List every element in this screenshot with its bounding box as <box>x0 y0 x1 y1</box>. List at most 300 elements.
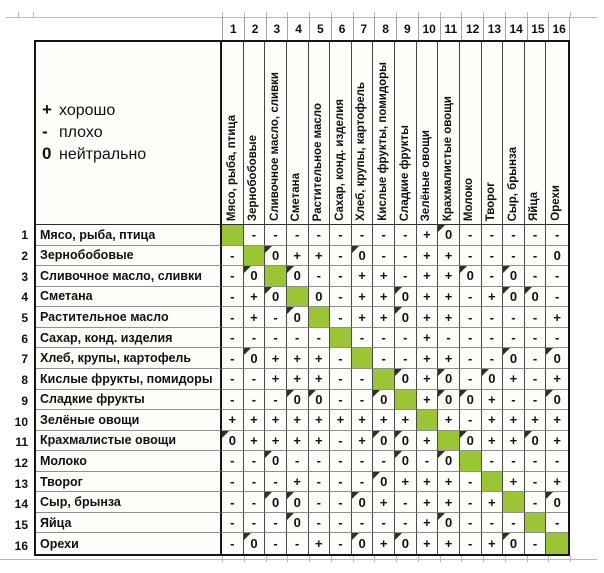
compatibility-cell <box>287 492 309 513</box>
cell-value: - <box>403 515 408 531</box>
compatibility-cell <box>503 451 525 472</box>
column-header-5 <box>309 42 331 225</box>
cell-value: - <box>251 330 257 346</box>
column-header-label: Сметана <box>290 172 303 221</box>
cell-value: + <box>336 412 345 428</box>
cell-value: + <box>315 247 323 263</box>
compatibility-cell <box>309 533 331 554</box>
compatibility-cell <box>438 369 460 390</box>
compatibility-cell <box>546 266 568 287</box>
compatibility-cell <box>395 225 417 246</box>
note-corner-marker <box>460 266 467 273</box>
row-number-column <box>0 225 31 556</box>
cell-value: 0 <box>553 247 561 263</box>
cell-value: 0 <box>509 268 518 284</box>
compatibility-cell <box>309 390 331 411</box>
note-corner-marker <box>503 266 510 273</box>
compatibility-cell <box>395 369 417 390</box>
cell-value: - <box>230 453 235 469</box>
cell-value: - <box>273 391 278 407</box>
cell-value: 0 <box>271 453 280 469</box>
column-header-label: Орехи <box>550 185 563 221</box>
compatibility-cell <box>330 225 352 246</box>
note-corner-marker <box>503 348 510 355</box>
column-number: 14 <box>505 17 527 40</box>
compatibility-cell <box>352 533 374 554</box>
cell-value: - <box>511 330 516 346</box>
note-corner-marker <box>438 369 445 376</box>
cell-value: - <box>489 247 494 263</box>
cell-value: - <box>273 536 278 552</box>
compatibility-cell <box>417 225 439 246</box>
sheet-grid-tick <box>461 556 462 562</box>
compatibility-cell <box>265 369 287 390</box>
compatibility-cell <box>265 410 287 431</box>
compatibility-cell <box>330 390 352 411</box>
cell-value: - <box>295 453 300 469</box>
compatibility-cell <box>438 390 460 411</box>
compatibility-cell <box>287 390 309 411</box>
note-corner-marker <box>244 533 251 540</box>
compatibility-cell <box>460 287 482 308</box>
row-number: 2 <box>21 249 28 264</box>
compatibility-cell <box>460 390 482 411</box>
cell-value: - <box>489 515 494 531</box>
cell-value: 0 <box>293 391 301 407</box>
compatibility-cell <box>438 472 460 493</box>
cell-value: 0 <box>401 309 409 325</box>
cell-value: - <box>468 515 473 531</box>
compatibility-cell <box>222 472 244 493</box>
compatibility-cell <box>352 266 374 287</box>
compatibility-cell <box>417 328 439 349</box>
row-label-16: Орехи <box>36 533 222 554</box>
cell-value: 0 <box>250 268 258 284</box>
compatibility-cell <box>482 410 504 431</box>
compatibility-cell <box>222 451 244 472</box>
compatibility-cell <box>395 451 417 472</box>
compatibility-cell <box>373 266 395 287</box>
compatibility-cell <box>352 369 374 390</box>
row-number: 14 <box>14 497 28 512</box>
compatibility-cell <box>503 348 525 369</box>
cell-value: 0 <box>401 371 409 387</box>
compatibility-cell <box>309 287 331 308</box>
diagonal-cell <box>460 451 482 472</box>
cell-value: + <box>423 268 431 284</box>
row-number: 13 <box>14 476 28 491</box>
legend-symbol: 0 <box>42 144 52 163</box>
compatibility-cell <box>503 225 525 246</box>
note-corner-marker <box>265 492 272 499</box>
compatibility-cell <box>265 451 287 472</box>
cell-value: + <box>444 474 453 490</box>
cell-value: 0 <box>228 432 236 448</box>
cell-value: + <box>423 330 431 346</box>
compatibility-cell <box>438 410 460 431</box>
compatibility-cell <box>244 369 266 390</box>
compatibility-cell <box>244 287 266 308</box>
cell-value: 0 <box>444 515 453 531</box>
legend-line <box>42 144 220 166</box>
diagonal-cell <box>438 431 460 452</box>
diagonal-cell <box>222 225 244 246</box>
column-number: 7 <box>353 17 375 40</box>
cell-value: - <box>532 494 538 510</box>
compatibility-cell <box>309 246 331 267</box>
column-header-label: Сахар, конд. изделия <box>333 99 346 221</box>
cell-value: + <box>379 268 388 284</box>
cell-value: - <box>316 227 321 243</box>
compatibility-cell <box>525 328 547 349</box>
compatibility-cell <box>525 369 547 390</box>
compatibility-cell <box>438 492 460 513</box>
column-header-label: Хлеб, крупы, картофель <box>355 82 368 221</box>
compatibility-cell <box>546 328 568 349</box>
sheet-grid-tick <box>244 556 245 562</box>
cell-value: 0 <box>444 371 453 387</box>
row-label-13: Творог <box>36 472 222 493</box>
compatibility-cell <box>503 410 525 431</box>
compatibility-cell <box>546 431 568 452</box>
cell-value: 0 <box>509 288 518 304</box>
compatibility-cell <box>222 328 244 349</box>
compatibility-cell <box>482 246 504 267</box>
sheet-grid-tick <box>505 556 506 562</box>
sheet-grid-tick <box>483 556 484 562</box>
sheet-gridline-bottom <box>0 559 597 560</box>
compatibility-cell <box>417 472 439 493</box>
compatibility-cell <box>244 410 266 431</box>
compatibility-cell <box>460 369 482 390</box>
compatibility-cell <box>395 266 417 287</box>
cell-value: - <box>555 515 560 531</box>
compatibility-cell <box>244 492 266 513</box>
row-number: 12 <box>14 455 28 470</box>
compatibility-cell <box>525 410 547 431</box>
note-corner-marker <box>438 225 445 232</box>
cell-value: - <box>273 227 278 243</box>
cell-value: 0 <box>509 536 518 552</box>
compatibility-cell <box>309 369 331 390</box>
compatibility-cell <box>373 225 395 246</box>
compatibility-cell <box>525 246 547 267</box>
column-number: 3 <box>266 17 288 40</box>
cell-value: + <box>423 350 431 366</box>
cell-value: - <box>468 247 473 263</box>
cell-value: 0 <box>444 391 453 407</box>
note-corner-marker <box>287 492 294 499</box>
cell-value: - <box>316 268 321 284</box>
cell-value: - <box>251 453 257 469</box>
note-corner-marker <box>395 287 402 294</box>
compatibility-cell <box>330 348 352 369</box>
compatibility-cell <box>352 307 374 328</box>
compatibility-cell <box>503 390 525 411</box>
column-header-label: Сливочное масло, сливки <box>268 72 281 221</box>
sheet-grid-tick <box>527 556 528 562</box>
compatibility-cell <box>222 410 244 431</box>
diagonal-cell <box>244 246 266 267</box>
cell-value: - <box>532 227 538 243</box>
cell-value: + <box>379 412 388 428</box>
cell-value: 0 <box>444 453 453 469</box>
row-number: 4 <box>21 290 28 305</box>
compatibility-cell <box>309 225 331 246</box>
cell-value: + <box>444 412 453 428</box>
cell-value: 0 <box>293 494 301 510</box>
cell-value: + <box>293 371 301 387</box>
cell-value: - <box>230 391 235 407</box>
cell-value: + <box>509 371 518 387</box>
compatibility-cell <box>395 328 417 349</box>
cell-value: + <box>444 536 453 552</box>
column-header-label: Яйца <box>528 192 541 221</box>
cell-value: - <box>316 494 321 510</box>
cell-value: + <box>423 515 431 531</box>
cell-value: - <box>359 515 365 531</box>
note-corner-marker <box>309 390 316 397</box>
compatibility-cell <box>330 287 352 308</box>
compatibility-cell <box>503 533 525 554</box>
compatibility-cell <box>438 533 460 554</box>
row-number: 5 <box>21 311 28 326</box>
sheet-grid-tick <box>570 12 571 17</box>
compatibility-cell <box>438 287 460 308</box>
compatibility-cell <box>287 451 309 472</box>
compatibility-cell <box>287 266 309 287</box>
cell-value: 0 <box>293 515 301 531</box>
compatibility-cell <box>395 513 417 534</box>
cell-value: + <box>358 268 366 284</box>
column-number: 1 <box>222 17 244 40</box>
compatibility-cell <box>395 307 417 328</box>
compatibility-cell <box>373 492 395 513</box>
cell-value: + <box>423 536 431 552</box>
compatibility-cell <box>525 307 547 328</box>
cell-value: - <box>511 453 516 469</box>
cell-value: - <box>403 247 408 263</box>
compatibility-cell <box>244 533 266 554</box>
sheet-grid-tick <box>33 12 34 17</box>
cell-value: + <box>271 412 280 428</box>
compatibility-cell <box>222 307 244 328</box>
compatibility-cell <box>287 225 309 246</box>
row-number: 16 <box>14 538 28 553</box>
column-header-9 <box>395 42 417 225</box>
cell-value: - <box>338 268 343 284</box>
diagonal-cell <box>417 410 439 431</box>
row-label-2: Зернобобовые <box>36 246 222 267</box>
column-number: 10 <box>418 17 440 40</box>
cell-value: - <box>511 391 516 407</box>
cell-value: - <box>532 391 538 407</box>
column-header-1 <box>222 42 244 225</box>
compatibility-cell <box>525 287 547 308</box>
compatibility-cell <box>503 369 525 390</box>
compatibility-cell <box>373 513 395 534</box>
compatibility-cell <box>417 246 439 267</box>
note-corner-marker <box>222 431 229 438</box>
compatibility-cell <box>460 513 482 534</box>
column-header-label: Зелёные овощи <box>420 129 433 221</box>
column-header-label: Крахмалистые овощи <box>441 95 454 221</box>
compatibility-cell <box>482 225 504 246</box>
cell-value: - <box>555 227 560 243</box>
cell-value: - <box>532 330 538 346</box>
column-header-4 <box>287 42 309 225</box>
cell-value: - <box>532 247 538 263</box>
cell-value: + <box>358 412 366 428</box>
legend-label: нейтрально <box>59 146 147 163</box>
diagonal-cell <box>503 492 525 513</box>
compatibility-cell <box>352 451 374 472</box>
compatibility-cell <box>265 513 287 534</box>
sheet-grid-tick <box>309 556 310 562</box>
cell-value: - <box>230 309 235 325</box>
cell-value: + <box>553 474 561 490</box>
column-number: 15 <box>527 17 549 40</box>
compatibility-cell <box>373 410 395 431</box>
compatibility-cell <box>244 513 266 534</box>
diagonal-cell <box>287 287 309 308</box>
note-corner-marker <box>395 451 402 458</box>
row-number: 3 <box>21 269 28 284</box>
cell-value: + <box>315 536 323 552</box>
column-header-10 <box>417 42 439 225</box>
cell-value: + <box>423 494 431 510</box>
compatibility-cell <box>417 287 439 308</box>
note-corner-marker <box>395 307 402 314</box>
row-label-7: Хлеб, крупы, картофель <box>36 348 222 369</box>
cell-value: - <box>511 309 516 325</box>
compatibility-cell <box>438 513 460 534</box>
column-number: 8 <box>374 17 396 40</box>
compatibility-cell <box>417 513 439 534</box>
cell-value: - <box>489 330 494 346</box>
row-label-3: Сливочное масло, сливки <box>36 266 222 287</box>
compatibility-cell <box>546 287 568 308</box>
sheet-grid-tick <box>18 12 19 17</box>
cell-value: + <box>271 350 280 366</box>
compatibility-cell <box>244 225 266 246</box>
cell-value: 0 <box>401 288 409 304</box>
cell-value: - <box>338 227 343 243</box>
sheet-grid-tick <box>570 556 571 562</box>
sheet-grid-tick <box>440 556 441 562</box>
compatibility-cell <box>482 390 504 411</box>
compatibility-table <box>34 40 570 556</box>
row-number: 11 <box>15 435 28 450</box>
cell-value: - <box>295 330 300 346</box>
cell-value: + <box>423 432 431 448</box>
compatibility-cell <box>438 348 460 369</box>
compatibility-cell <box>395 472 417 493</box>
compatibility-cell <box>222 348 244 369</box>
compatibility-cell <box>287 348 309 369</box>
compatibility-cell <box>417 492 439 513</box>
compatibility-cell <box>330 533 352 554</box>
compatibility-cell <box>525 348 547 369</box>
cell-value: + <box>509 412 518 428</box>
cell-value: - <box>489 350 494 366</box>
cell-value: 0 <box>466 432 474 448</box>
cell-value: 0 <box>380 474 388 490</box>
compatibility-cell <box>525 533 547 554</box>
compatibility-cell <box>503 266 525 287</box>
compatibility-cell <box>482 431 504 452</box>
cell-value: + <box>315 412 323 428</box>
compatibility-cell <box>222 287 244 308</box>
compatibility-cell <box>265 533 287 554</box>
compatibility-cell <box>417 451 439 472</box>
compatibility-cell <box>244 307 266 328</box>
cell-value: - <box>403 350 408 366</box>
column-header-15 <box>525 42 547 225</box>
note-corner-marker <box>395 369 402 376</box>
cell-value: - <box>230 474 235 490</box>
compatibility-cell <box>503 307 525 328</box>
cell-value: 0 <box>271 247 280 263</box>
cell-value: + <box>293 247 301 263</box>
cell-value: + <box>509 474 518 490</box>
cell-value: + <box>228 412 237 428</box>
compatibility-cell <box>265 225 287 246</box>
compatibility-cell <box>460 348 482 369</box>
cell-value: - <box>316 515 321 531</box>
cell-value: - <box>468 330 473 346</box>
cell-value: + <box>444 288 453 304</box>
note-corner-marker <box>482 369 489 376</box>
cell-value: 0 <box>271 494 280 510</box>
cell-value: + <box>423 474 431 490</box>
column-header-2 <box>244 42 266 225</box>
compatibility-cell <box>460 431 482 452</box>
cell-value: - <box>338 247 343 263</box>
column-header-label: Сыр, брынза <box>506 146 519 221</box>
compatibility-cell <box>309 431 331 452</box>
cell-value: 0 <box>531 288 539 304</box>
cell-value: - <box>489 309 494 325</box>
compatibility-cell <box>417 390 439 411</box>
diagonal-cell <box>482 472 504 493</box>
compatibility-cell <box>546 369 568 390</box>
legend-symbol: + <box>42 100 52 119</box>
row-label-14: Сыр, брынза <box>36 492 222 513</box>
cell-value: + <box>315 371 323 387</box>
compatibility-cell <box>352 390 374 411</box>
cell-value: + <box>553 432 561 448</box>
column-header-label: Зернобобовые <box>247 134 260 221</box>
cell-value: 0 <box>531 432 539 448</box>
column-number: 9 <box>396 17 418 40</box>
legend-label: хорошо <box>59 102 116 119</box>
compatibility-cell <box>330 410 352 431</box>
compatibility-cell <box>352 513 374 534</box>
cell-value: - <box>489 227 494 243</box>
compatibility-cell <box>287 369 309 390</box>
compatibility-cell <box>417 431 439 452</box>
compatibility-cell <box>330 451 352 472</box>
cell-value: - <box>532 268 538 284</box>
cell-value: - <box>555 268 560 284</box>
cell-value: 0 <box>271 288 280 304</box>
cell-value: - <box>338 515 343 531</box>
compatibility-cell <box>352 431 374 452</box>
cell-value: + <box>271 371 280 387</box>
compatibility-cell <box>352 287 374 308</box>
cell-value: - <box>359 474 365 490</box>
